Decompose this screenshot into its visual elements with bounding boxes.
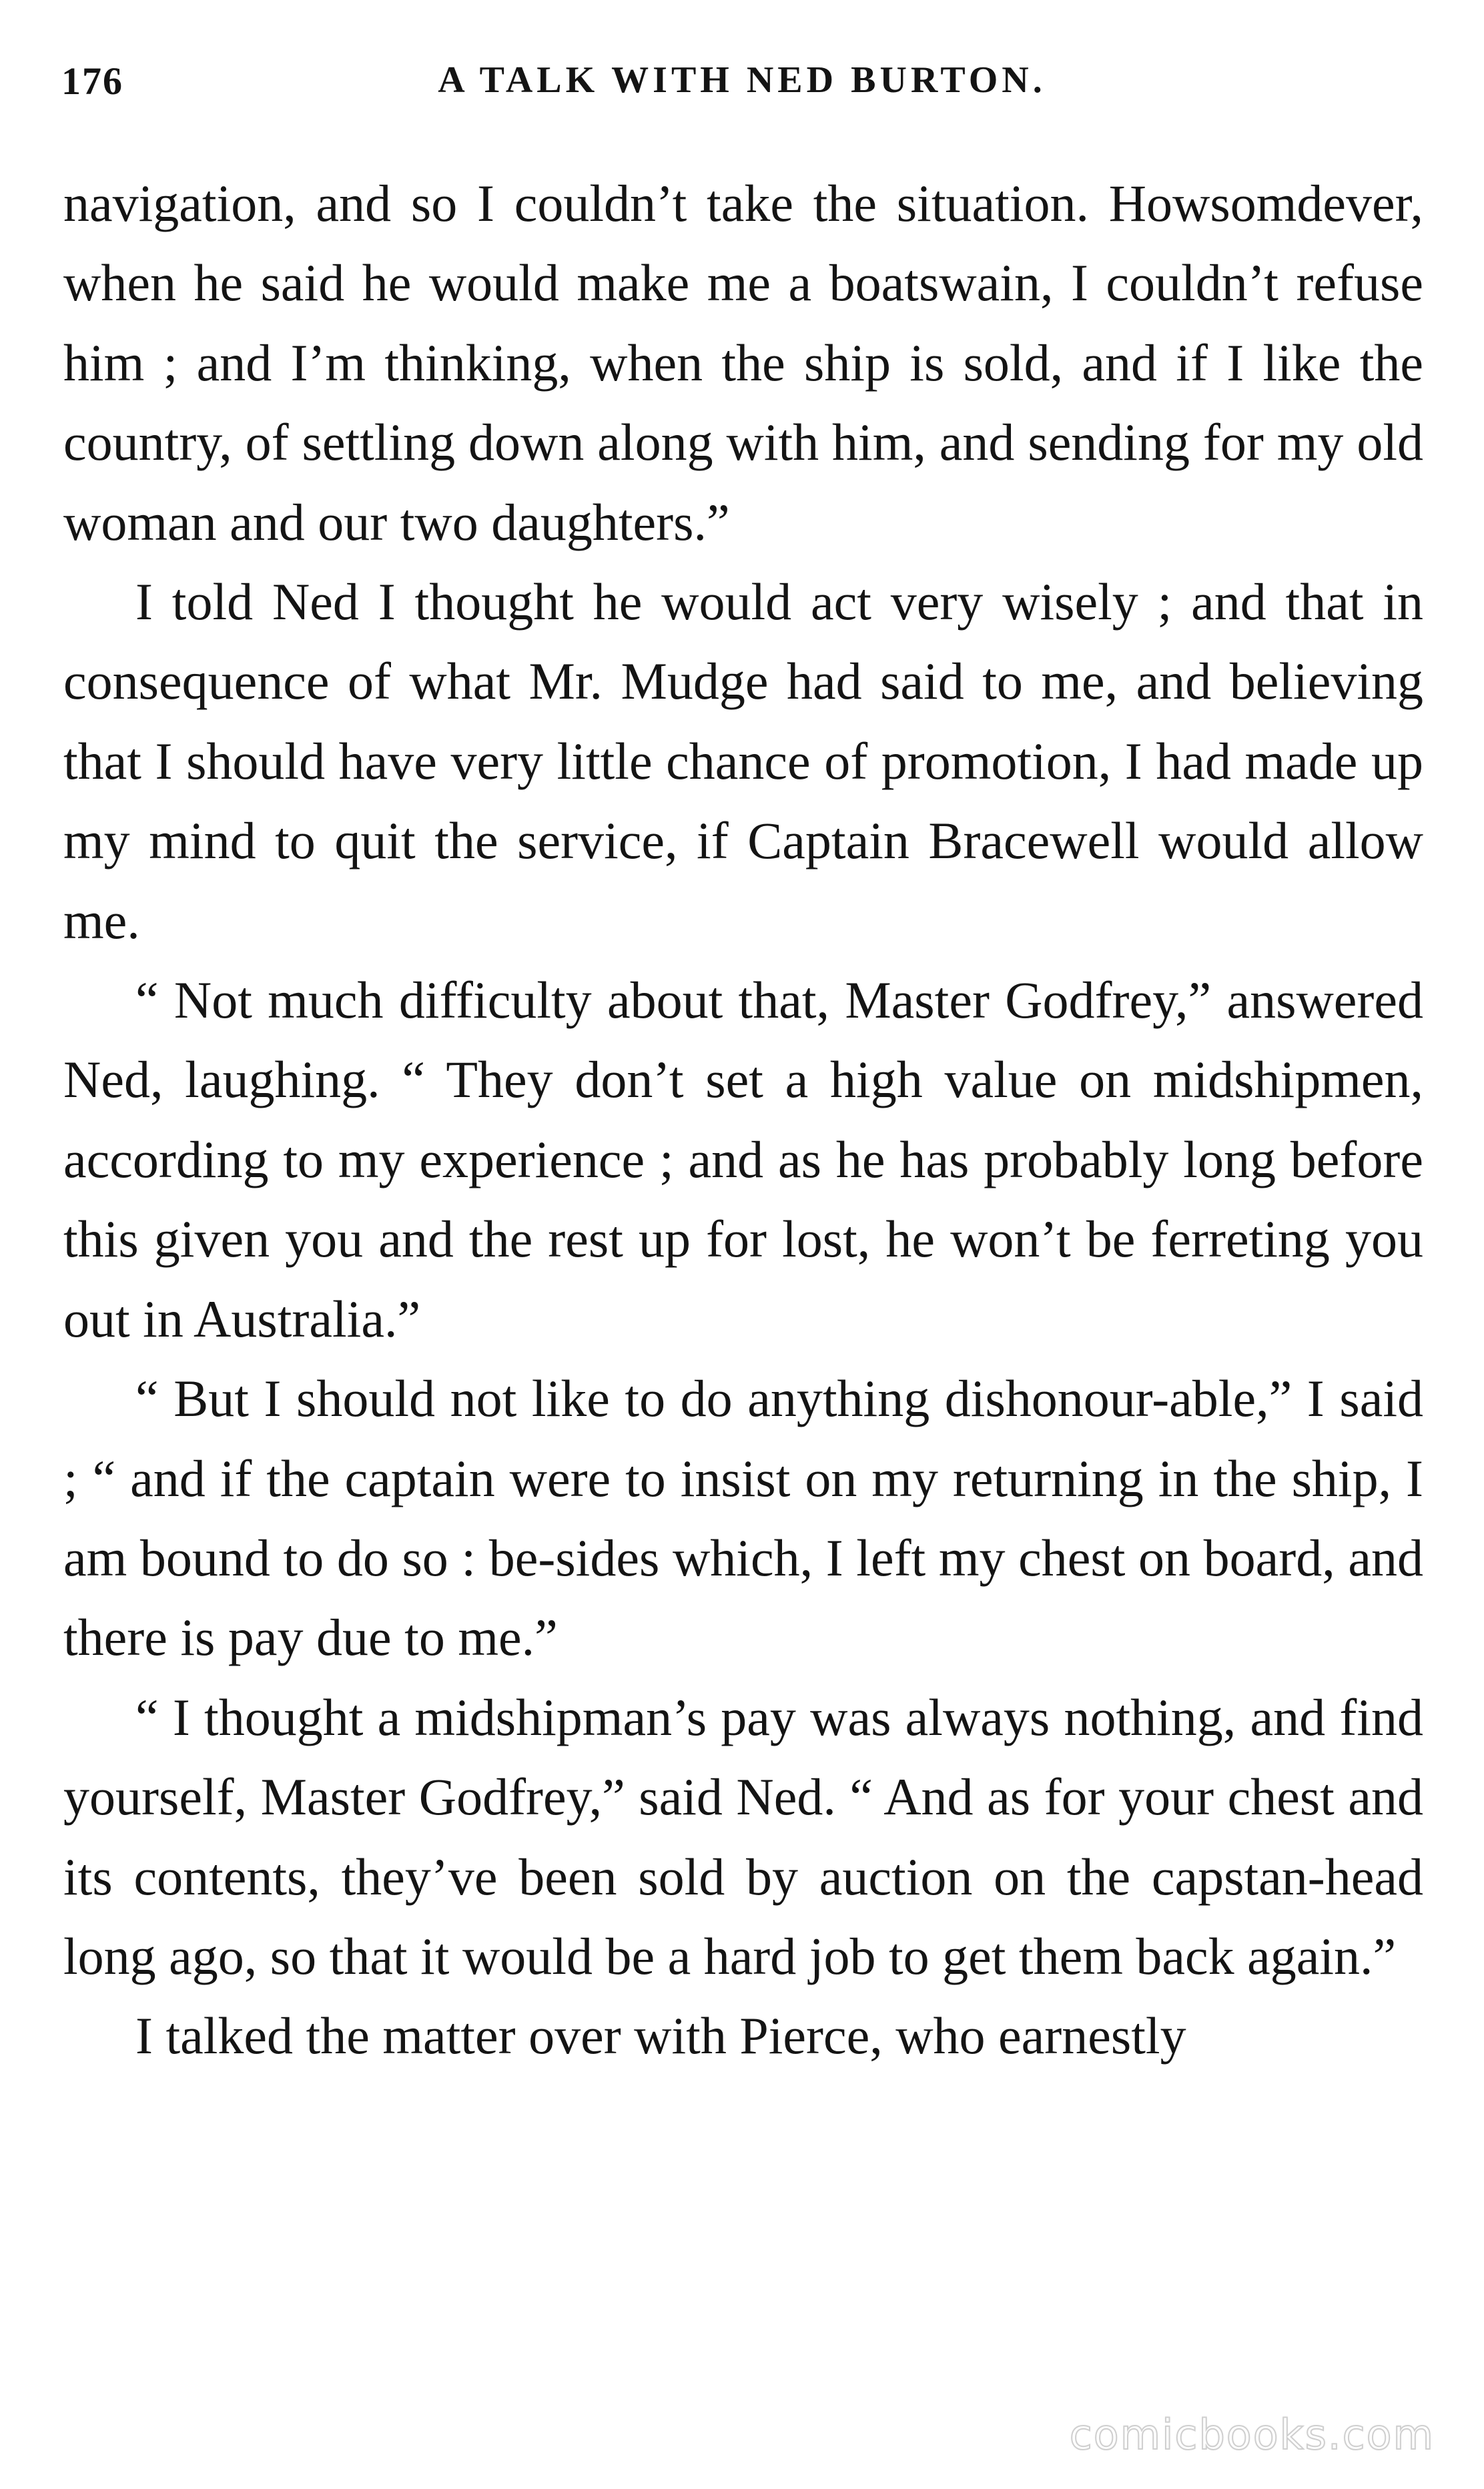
- page-header: [61, 59, 1423, 119]
- running-title: A TALK WITH NED BURTON.: [438, 59, 1046, 101]
- page-number: 176: [61, 59, 123, 103]
- paragraph-continued: navigation, and so I couldn’t take the situation. Howsomdever, when he said he would make me a boatswain, I couldn’t refuse him ; and I’m thinking, when the ship is sold, and if I like the country, of settling down along with him, and sending for my old woman and our two daughters.”: [63, 174, 1423, 551]
- paragraph: “ I thought a midshipman’s pay was always nothing, and find yourself, Master Godfrey,” said Ned. “ And as for your chest and its contents, they’ve been sold by auction on the capstan-head long ago, so that it would be a hard job to get them back again.”: [63, 1688, 1423, 1985]
- paragraph: I told Ned I thought he would act very wisely ; and that in consequence of what Mr. Mudge had said to me, and believing that I should have very little chance of promotion, I had made up my mind to quit the service, if Captain Bracewell would allow me.: [63, 573, 1423, 950]
- watermark: comicbooks.com: [1069, 2410, 1435, 2459]
- paragraph-last: I talked the matter over with Pierce, who earnestly: [135, 2007, 1186, 2065]
- paragraph: “ But I should not like to do anything dishonour-able,” I said ; “ and if the captain were to insist on my returning in the ship, I am bound to do so : be-sides which, I left my chest on board, and there is pay due to me.”: [63, 1369, 1423, 1667]
- body-text: [63, 163, 1423, 2076]
- paragraph: “ Not much difficulty about that, Master Godfrey,” answered Ned, laughing. “ They don’t set a high value on midshipmen, according to my experience ; and as he has probably long before this given you and the rest up for lost, he won’t be ferreting you out in Australia.”: [63, 971, 1423, 1348]
